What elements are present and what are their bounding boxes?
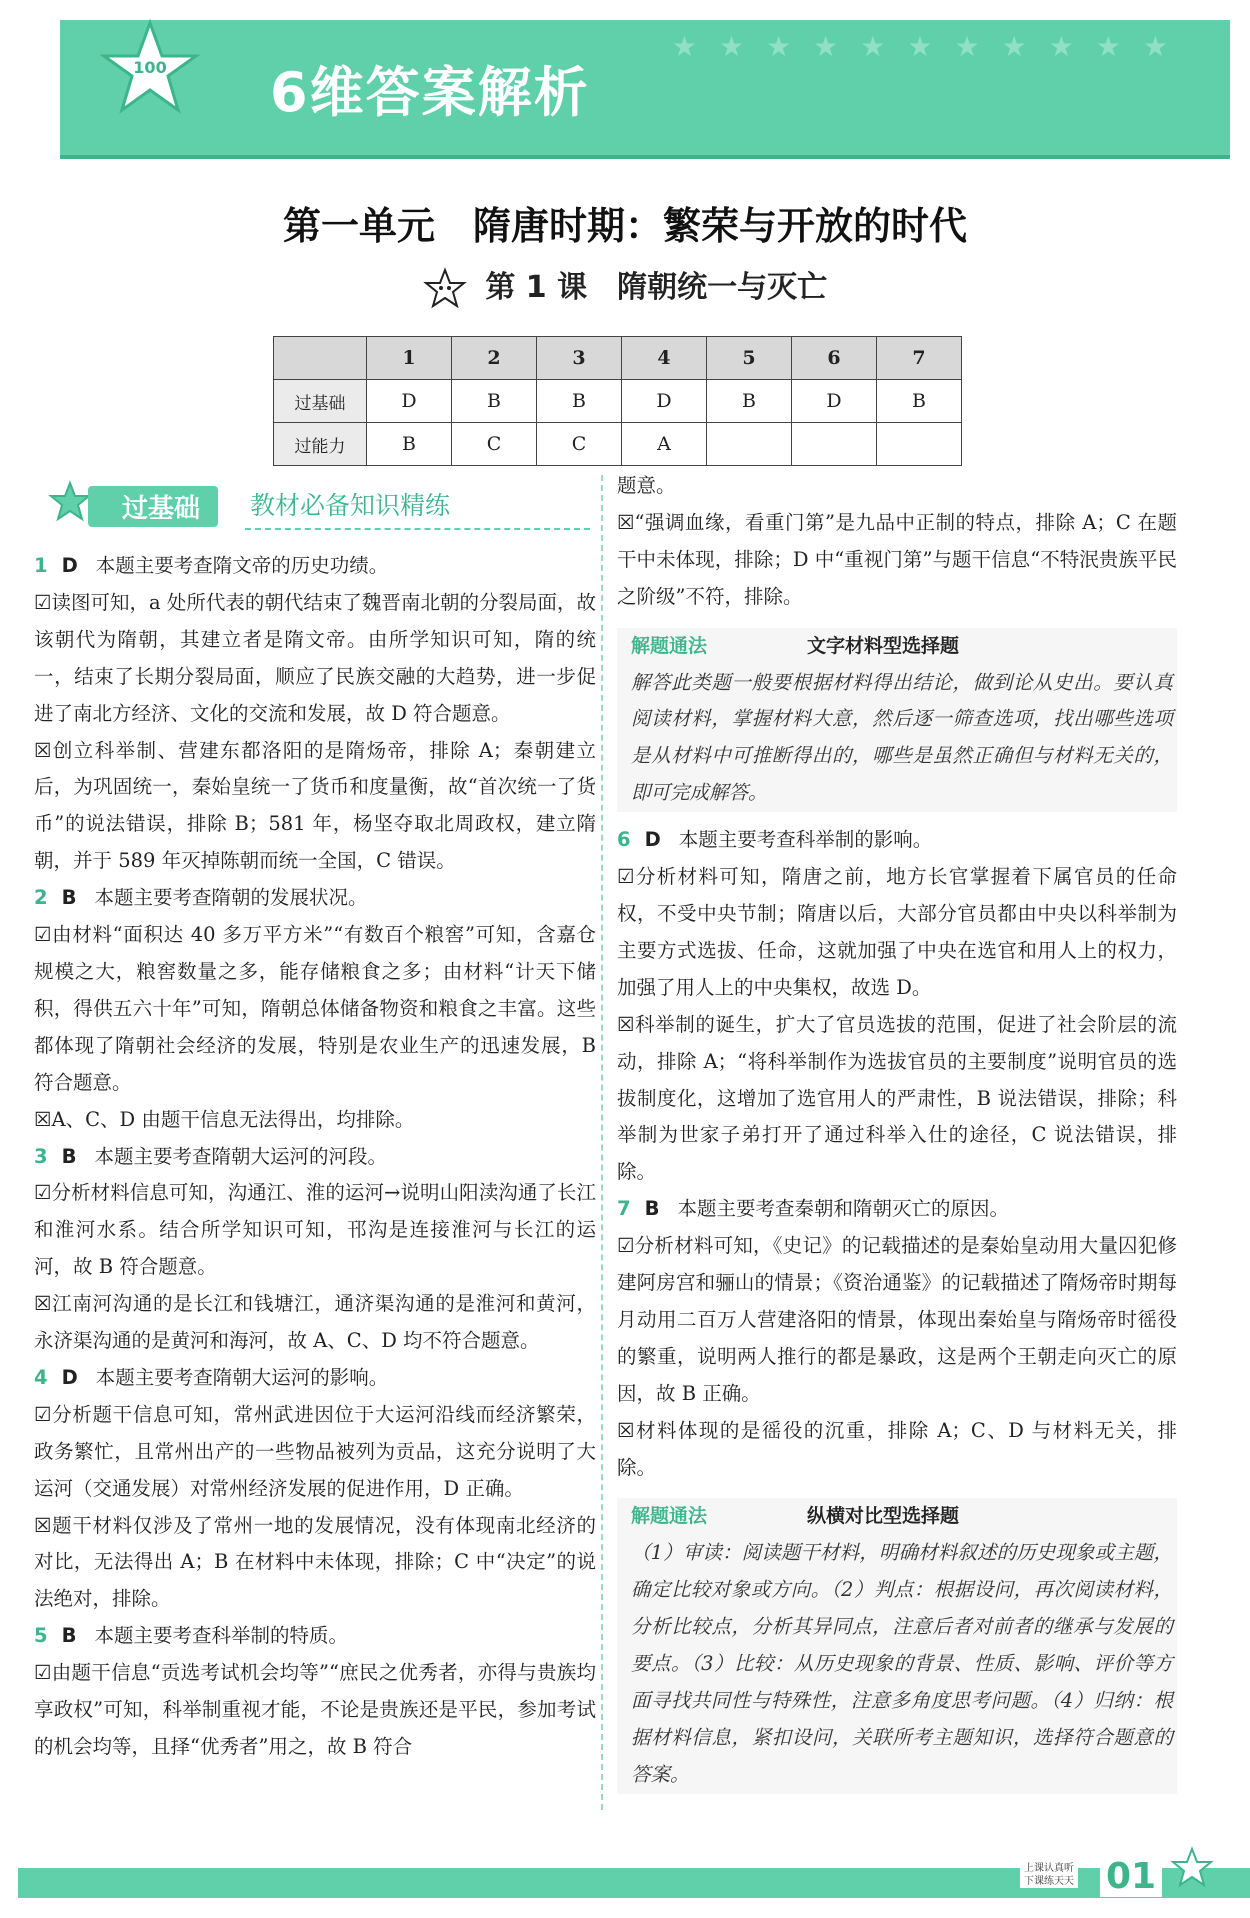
question-topic: 本题主要考查隋文帝的历史功绩。 [95, 554, 389, 577]
table-cell: D [367, 380, 452, 423]
table-cell: D [792, 380, 877, 423]
column-divider [601, 475, 603, 1810]
method-box [617, 1498, 1177, 1793]
row-label: 过基础 [274, 380, 367, 423]
table-cell [707, 423, 792, 466]
table-cell: 7 [877, 337, 962, 380]
question-answer: D [61, 554, 78, 577]
question-topic: 本题主要考查秦朝和隋朝灭亡的原因。 [677, 1197, 1009, 1221]
star-mascot-icon [100, 18, 200, 118]
analysis-wrong: ☒科举制的诞生，扩大了官员选拔的范围，促进了社会阶层的流动，排除 A；“将科举制作为选拔官员的主要制度”说明官员的选拔制度化，这增加了选官用人的严肃性，B 说法错误，排除；科举制为世家子弟打开了通过科举入仕的途径，C 说法错误，排除。 [617, 1012, 1177, 1184]
mascot-label: 100 [133, 58, 167, 77]
analysis-wrong: ☒材料体现的是徭役的沉重，排除 A；C、D 与材料无关，排除。 [617, 1418, 1177, 1479]
method-label: 解题通法 [631, 1505, 708, 1528]
analysis-continued: 题意。 [617, 474, 676, 497]
analysis-wrong: ☒题干材料仅涉及了常州一地的发展情况，没有体现南北经济的对比，无法得出 A；B 在材料中未体现，排除；C 中“决定”的说法绝对，排除。 [34, 1513, 596, 1611]
table-cell: D [622, 380, 707, 423]
analysis-wrong: ☒“强调血缘，看重门第”是九品中正制的特点，排除 A；C 在题干中未体现，排除；D 中“重视门第”与题干信息“不特泯贵族平民之阶级”不符，排除。 [617, 510, 1177, 608]
table-cell: 2 [452, 337, 537, 380]
left-column [34, 548, 596, 1766]
question-answer: B [644, 1197, 660, 1221]
question-head [34, 880, 596, 917]
table-cell: 3 [537, 337, 622, 380]
page-title: 6维答案解析 [270, 61, 590, 124]
method-body: 解答此类题一般要根据材料得出结论，做到论从史出。要认真阅读材料，掌握材料大意，然后逐一筛查选项，找出哪些选项是从材料中可推断得出的，哪些是虽然正确但与材料无关的，即可完成解答。 [631, 670, 1173, 805]
section-tag [48, 480, 228, 524]
question-topic: 本题主要考查科举制的特质。 [94, 1624, 348, 1648]
page-number: 01 [1100, 1856, 1162, 1897]
question-head [34, 1139, 596, 1176]
table-cell: A [622, 423, 707, 466]
analysis-correct: ☑分析材料信息可知，沟通江、淮的运河→说明山阳渎沟通了长江和淮河水系。结合所学知识可知，邗沟是连接淮河与长江的运河，故 B 符合题意。 [34, 1181, 596, 1279]
star-pattern: ★★★★★★★★★★★ [671, 30, 1190, 63]
question-number: 7 [617, 1197, 631, 1221]
table-row [274, 380, 962, 423]
question-answer: B [61, 1144, 77, 1168]
table-cell: B [452, 380, 537, 423]
analysis-correct: ☑分析材料可知，隋唐之前，地方长官掌握着下属官员的任命权，不受中央节制；隋唐以后，大部分官员都由中央以科举制为主要方式选拔、任命，这就加强了中央在选官和用人上的权力，加强了用人上的中央集权，故选 D。 [617, 865, 1177, 999]
table-cell: 1 [367, 337, 452, 380]
analysis-correct: ☑由题干信息“贡选考试机会均等”“庶民之优秀者，亦得与贵族均享政权”可知，科举制重视才能，不论是贵族还是平民，参加考试的机会均等，且择“优秀者”用之，故 B 符合 [34, 1661, 596, 1758]
analysis-wrong: ☒江南河沟通的是长江和钱塘江，通济渠沟通的是淮河和黄河，永济渠沟通的是黄河和海河，故 A、C、D 均不符合题意。 [34, 1292, 596, 1353]
right-column [617, 468, 1177, 1804]
question-topic: 本题主要考查隋朝大运河的河段。 [94, 1144, 387, 1168]
question-head [34, 548, 596, 585]
method-header [631, 628, 1173, 665]
table-cell: C [537, 423, 622, 466]
question-number: 5 [34, 1624, 48, 1648]
question-number: 1 [34, 554, 48, 577]
section-underline [245, 528, 590, 530]
lesson-heading [0, 262, 1250, 311]
slogan-line: 上课认真听 [1024, 1863, 1074, 1874]
header-banner [60, 20, 1230, 159]
question-head [617, 822, 1177, 859]
table-row [274, 423, 962, 466]
section-tag-label: 过基础 [88, 486, 218, 527]
analysis-correct: ☑由材料“面积达 40 多万平方米”“有数百个粮窖”可知，含嘉仓规模之大，粮窖数量之多，能存储粮食之多；由材料“计天下储积，得供五六十年”可知，隋朝总体储备物资和粮食之丰富。这些都体现了隋朝社会经济的发展，特别是农业生产的迅速发展，B 符合题意。 [34, 923, 596, 1094]
table-cell: 4 [622, 337, 707, 380]
analysis-correct: ☑分析题干信息可知，常州武进因位于大运河沿线而经济繁荣，政务繁忙，且常州出产的一些物品被列为贡品，这充分说明了大运河（交通发展）对常州经济发展的促进作用，D 正确。 [34, 1402, 596, 1500]
question-answer: B [61, 1624, 77, 1648]
question-answer: D [644, 828, 661, 852]
table-header-row [274, 337, 962, 380]
question-number: 3 [34, 1144, 48, 1168]
analysis-correct: ☑读图可知，a 处所代表的朝代结束了魏晋南北朝的分裂局面，故该朝代为隋朝，其建立者是隋文帝。由所学知识可知，隋的统一，结束了长期分裂局面，顺应了民族交融的大趋势，进一步促进了南北方经济、文化的交流和发展，故 D 符合题意。 [34, 590, 596, 725]
section-star-icon [48, 480, 92, 524]
method-box [617, 628, 1177, 813]
table-cell: B [367, 423, 452, 466]
table-cell [877, 423, 962, 466]
lesson-star-icon [423, 267, 467, 311]
table-cell: B [707, 380, 792, 423]
table-cell: C [452, 423, 537, 466]
table-cell [274, 337, 367, 380]
table-cell: 6 [792, 337, 877, 380]
question-head [34, 1618, 596, 1655]
question-head [34, 1360, 596, 1397]
footer-slogan [1020, 1862, 1078, 1888]
analysis-wrong: ☒A、C、D 由题干信息无法得出，均排除。 [34, 1107, 415, 1131]
method-header [631, 1498, 1173, 1535]
unit-title: 第一单元 隋唐时期：繁荣与开放的时代 [282, 204, 967, 248]
question-answer: D [61, 1365, 78, 1389]
question-number: 6 [617, 828, 631, 852]
row-label: 过能力 [274, 423, 367, 466]
question-topic: 本题主要考查科举制的影响。 [678, 828, 933, 852]
analysis-correct: ☑分析材料可知，《史记》的记载描述的是秦始皇动用大量囚犯修建阿房宫和骊山的情景；《资治通鉴》的记载描述了隋炀帝时期每月动用二百万人营建洛阳的情景，体现出秦始皇与隋炀帝时徭役的繁重，说明两人推行的都是暴政，这是两个王朝走向灭亡的原因，故 B 正确。 [617, 1234, 1177, 1405]
section-subtitle: 教材必备知识精练 [250, 491, 451, 520]
table-cell: 5 [707, 337, 792, 380]
table-cell: B [537, 380, 622, 423]
question-topic: 本题主要考查隋朝的发展状况。 [94, 886, 368, 910]
question-number: 2 [34, 886, 48, 910]
lesson-title: 第 1 课 隋朝统一与灭亡 [485, 270, 828, 305]
slogan-line: 下课练天天 [1024, 1876, 1074, 1887]
analysis-wrong: ☒创立科举制、营建东都洛阳的是隋炀帝，排除 A；秦朝建立后，为巩固统一，秦始皇统一了货币和度量衡，故“首次统一了货币”的说法错误，排除 B；581 年，杨坚夺取北周政权，建立隋朝，并于 589 年灭掉陈朝而统一全国，C 错误。 [34, 738, 596, 873]
question-head [617, 1191, 1177, 1228]
method-title: 纵横对比型选择题 [807, 1505, 960, 1528]
method-title: 文字材料型选择题 [807, 634, 960, 657]
question-topic: 本题主要考查隋朝大运河的影响。 [95, 1365, 389, 1389]
question-number: 4 [34, 1365, 48, 1389]
answer-table [273, 336, 962, 466]
footer-mascot-icon [1170, 1846, 1214, 1890]
table-cell [792, 423, 877, 466]
method-body: （1）审读：阅读题干材料，明确材料叙述的历史现象或主题，确定比较对象或方向。（2）判点：根据设问，再次阅读材料，分析比较点，分析其异同点，注意后者对前者的继承与发展的要点。（3）比较：从历史现象的背景、性质、影响、评价等方面寻找共同性与特殊性，注意多角度思考问题。（4）归纳：根据材料信息，紧扣设问，关联所考主题知识，选择符合题意的答案。 [631, 1541, 1173, 1786]
question-answer: B [61, 886, 77, 910]
table-cell: B [877, 380, 962, 423]
method-label: 解题通法 [631, 634, 708, 657]
